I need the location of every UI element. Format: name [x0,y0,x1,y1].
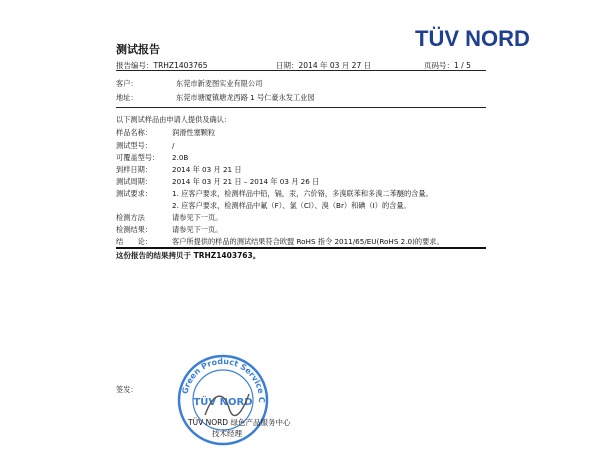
stamp-ring-text: Green Product Service C [180,356,267,403]
field-value: 润滑性塞颗粒 [172,128,216,137]
field-label: 测试要求： [116,189,152,198]
field-value: 2.0B [172,153,189,162]
field-value: / [172,141,175,150]
field-value: 2014 年 03 月 21 日 – 2014 年 03 月 26 日 [172,177,320,186]
address-label: 地址： [116,93,138,102]
field-label: 到样日期： [116,165,152,174]
field-label: 可覆盖型号： [116,153,160,162]
conclusion-divider [116,247,486,249]
page-number: 页码号：1 / 5 [424,61,471,70]
stamp-center-text: TÜV NORD [193,397,253,408]
field-value: 请参见下一页。 [172,213,223,222]
report-date: 日期：2014 年 03 月 27 日 [276,61,372,70]
signature-label: 签发： [116,385,138,394]
copy-note: 这份报告的结果拷贝于 TRHZ1403763。 [116,251,261,260]
field-label: 检测方法 [116,213,145,222]
client-value: 东莞市新麦图实业有限公司 [176,79,263,88]
report-number: 报告编号：TRHZ1403765 [116,61,208,70]
tuv-nord-logo-icon [415,26,590,50]
client-divider [116,107,486,108]
signature-role: 技术经理 [212,429,242,438]
field-label: 结 论： [116,237,152,246]
intro-text: 以下测试样品由申请人提供及确认： [116,115,232,124]
field-value: 请参见下一页。 [172,225,223,234]
field-label: 测试型号： [116,141,152,150]
header-divider [116,70,486,71]
tuv-nord-logo [415,26,590,54]
field-value: 2. 应客户要求，检测样品中氟（F）、氯（Cl）、溴（Br）和碘（I）的含量。 [172,201,411,210]
address-value: 东莞市塘厦镇塘龙西路 1 号仁豪永发工业园 [176,93,315,102]
field-label: 检测结果： [116,225,152,234]
page-title: 测试报告 [116,43,160,56]
client-label: 客户： [116,79,138,88]
field-value: 2014 年 03 月 21 日 [172,165,242,174]
field-label: 测试周期： [116,177,152,186]
signature-org: TÜV NORD 绿色产品服务中心 [188,418,291,427]
field-value: 客户所提供的样品的测试结果符合欧盟 RoHS 指令 2011/65/EU(RoHS 2.0)的要求。 [172,237,444,246]
field-value: 1. 应客户要求，检测样品中铅，镉，汞，六价铬，多溴联苯和多溴二苯醚的含量。 [172,189,433,198]
field-label: 样品名称： [116,128,152,137]
logo-wordmark: TÜV NORD [415,26,530,50]
